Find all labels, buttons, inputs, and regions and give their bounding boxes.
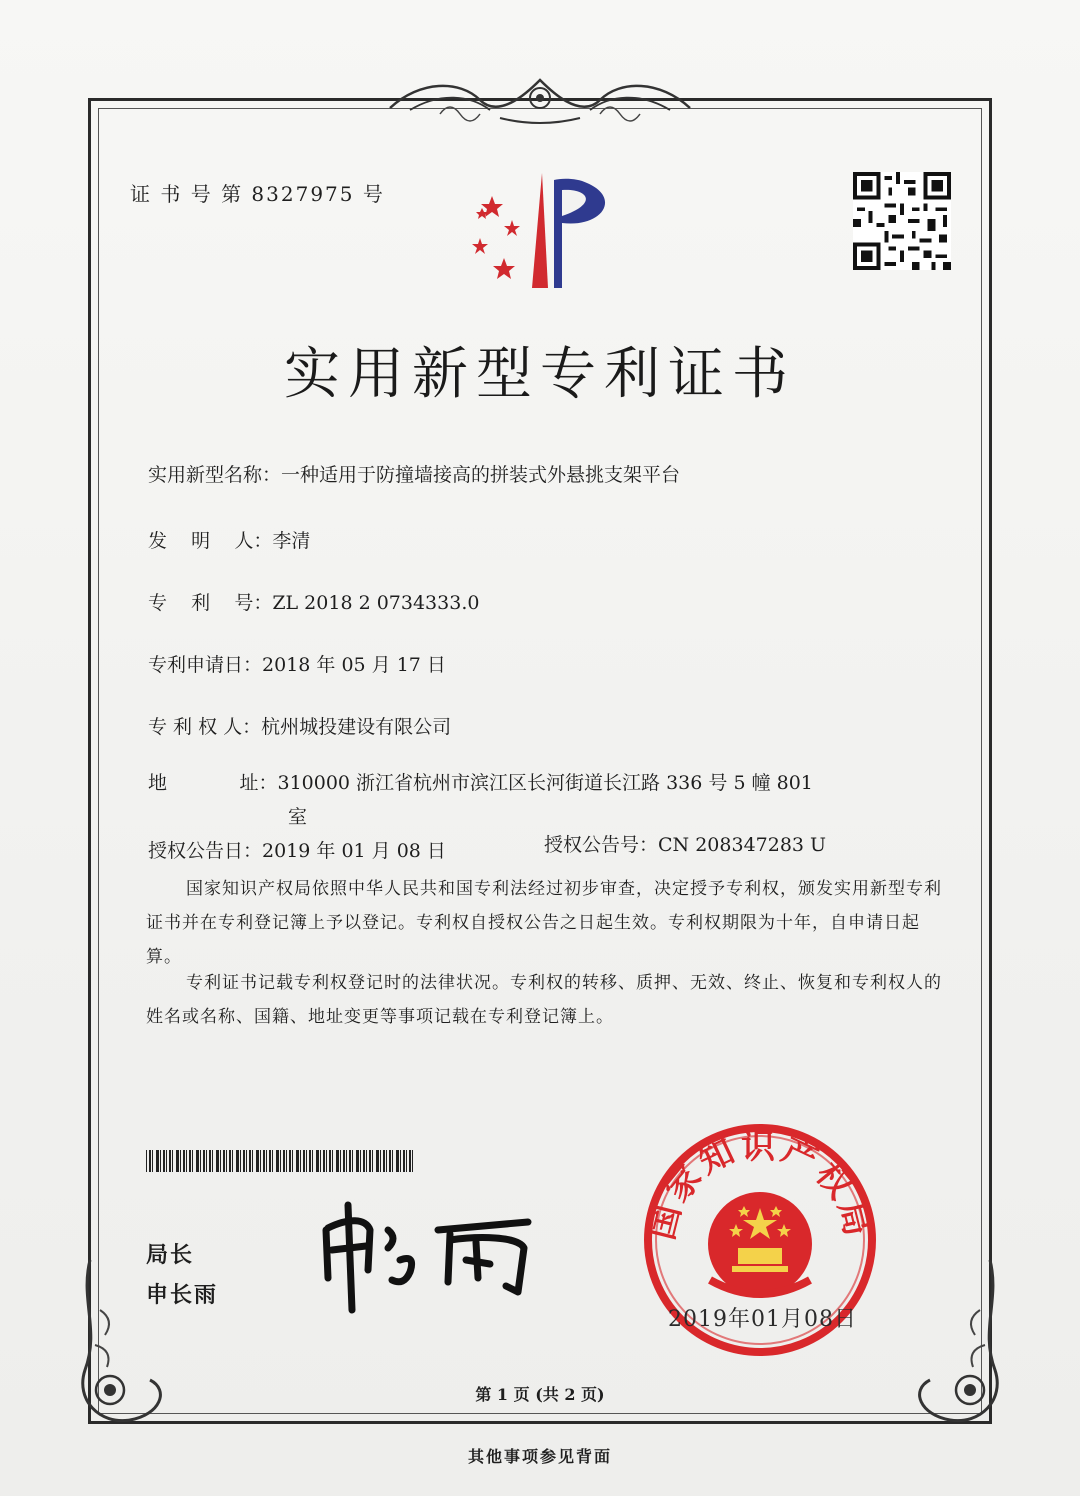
patent-number-label: 专 利 号：: [148, 592, 273, 614]
inventor-row: [148, 526, 310, 553]
patent-number-row: [148, 588, 479, 615]
utility-model-name-row: [148, 460, 680, 487]
grant-date-label: 授权公告日：: [148, 840, 263, 862]
barcode-icon: [146, 1150, 416, 1172]
certificate-title: 实用新型专利证书: [284, 342, 796, 407]
utility-model-name-value: 一种适用于防撞墙接高的拼装式外悬挑支架平台: [281, 464, 681, 486]
grant-date-row: [148, 836, 446, 863]
page-number: 第 1 页 (共 2 页): [475, 1385, 605, 1404]
seal-text: 国家知识产权局: [641, 1126, 879, 1244]
address-value-line2: 室: [288, 806, 308, 828]
grant-number-row: [544, 830, 826, 857]
application-date-row: [148, 650, 446, 677]
certificate-statement-2: 专利证书记载专利权登记时的法律状况。专利权的转移、质押、无效、终止、恢复和专利权人的姓名或名称、国籍、地址变更等事项记载在专利登记簿上。: [146, 973, 942, 1027]
patent-number-value: ZL 2018 2 0734333.0: [272, 592, 480, 614]
inventor-label: 发 明 人：: [148, 530, 273, 552]
footer-note: 其他事项参见背面: [467, 1447, 612, 1466]
patentee-value: 杭州城投建设有限公司: [261, 716, 452, 738]
top-ornament-icon: [380, 70, 700, 130]
patentee-label: 专 利 权 人：: [148, 716, 262, 738]
certificate-number: 证 书 号 第 8327975 号: [130, 182, 385, 206]
application-date-value: 2018 年 05 月 17 日: [262, 654, 446, 676]
cnipa-emblem-icon: [462, 168, 632, 293]
utility-model-name-label: 实用新型名称：: [148, 464, 282, 486]
grant-date-value: 2019 年 01 月 08 日: [262, 840, 446, 862]
qr-code-icon[interactable]: [852, 172, 952, 270]
address-row: [148, 768, 813, 795]
bottom-right-ornament-icon: [890, 1250, 1010, 1440]
address-label: 地 址：: [148, 772, 278, 794]
grant-number-value: CN 208347283 U: [658, 834, 827, 856]
application-date-label: 专利申请日：: [148, 654, 263, 676]
address-value-line1: 310000 浙江省杭州市滨江区长河街道长江路 336 号 5 幢 801: [277, 772, 813, 794]
grant-number-label: 授权公告号：: [544, 834, 659, 856]
signature-icon: [318, 1200, 548, 1320]
patentee-row: [148, 712, 451, 739]
certificate-statement-1: 国家知识产权局依照中华人民共和国专利法经过初步审查，决定授予专利权，颁发实用新型专利证书并在专利登记簿上予以登记。专利权自授权公告之日起生效。专利权期限为十年，自申请日起算。: [146, 879, 942, 967]
signatory-title: 局长: [146, 1242, 195, 1268]
signatory-name: 申长雨: [146, 1282, 219, 1308]
seal-date: 2019年01月08日: [668, 1307, 857, 1332]
inventor-value: 李清: [272, 530, 311, 552]
